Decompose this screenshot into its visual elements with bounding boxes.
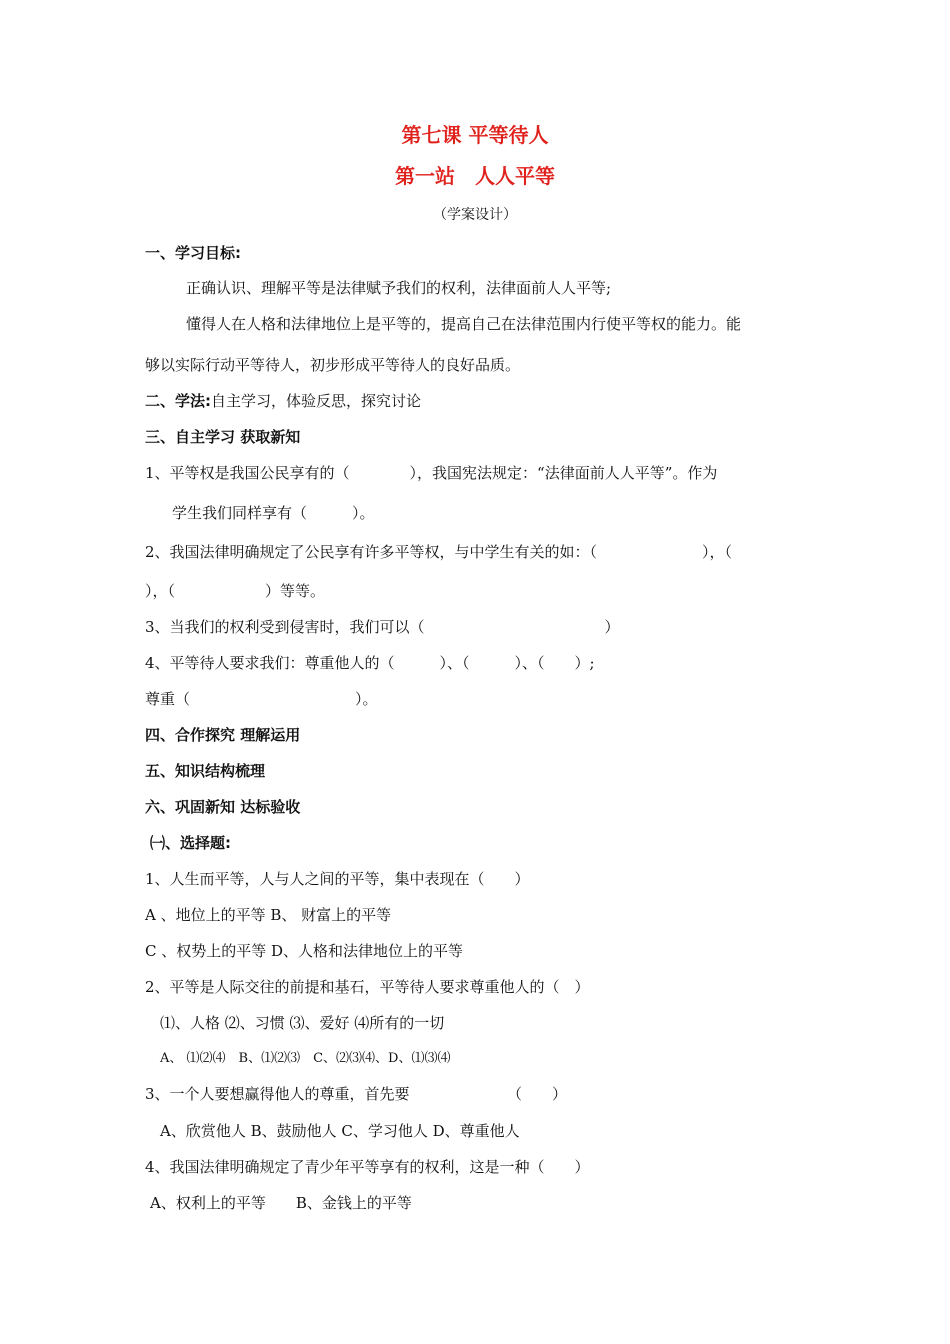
choice-1-options-b: C 、权势上的平等 D、人格和法律地位上的平等 bbox=[145, 942, 464, 960]
choice-question-1: 1、人生而平等，人与人之间的平等，集中表现在（ ） bbox=[145, 870, 530, 888]
question-4a: 4、平等待人要求我们：尊重他人的（ ）、（ ）、（ ）; bbox=[145, 654, 595, 672]
choice-3-options: A、欣赏他人 B、鼓励他人 C、学习他人 D、尊重他人 bbox=[160, 1122, 520, 1140]
question-1a: 1、平等权是我国公民享有的（ ），我国宪法规定：“法律面前人人平等”。作为 bbox=[145, 464, 718, 482]
choice-question-4: 4、我国法律明确规定了青少年平等享有的权利，这是一种（ ） bbox=[145, 1158, 590, 1176]
question-1b: 学生我们同样享有（ ）。 bbox=[172, 504, 375, 522]
section3-heading: 三、自主学习 获取新知 bbox=[145, 428, 301, 446]
section4-heading: 四、合作探究 理解运用 bbox=[145, 726, 301, 744]
goal-paragraph-2a: 懂得人在人格和法律地位上是平等的，提高自己在法律范围内行使平等权的能力。能 bbox=[186, 315, 742, 333]
section2-text: 自主学习，体验反思，探究讨论 bbox=[211, 392, 422, 410]
section5-heading: 五、知识结构梳理 bbox=[145, 762, 266, 780]
choice-2-items: ⑴、人格 ⑵、习惯 ⑶、爱好 ⑷所有的一切 bbox=[160, 1014, 445, 1032]
question-2a: 2、我国法律明确规定了公民享有许多平等权，与中学生有关的如：（ ），（ bbox=[145, 543, 733, 561]
goal-paragraph-2b: 够以实际行动平等待人，初步形成平等待人的良好品质。 bbox=[145, 356, 521, 374]
choice-question-2: 2、平等是人际交往的前提和基石，平等待人要求尊重他人的（ ） bbox=[145, 978, 590, 996]
choice-2-options: A、 ⑴⑵⑷ B、⑴⑵⑶ C、⑵⑶⑷、D、⑴⑶⑷ bbox=[160, 1051, 451, 1066]
section1-heading: 一、学习目标: bbox=[145, 244, 241, 262]
choice-question-3: 3、一个人要想赢得他人的尊重，首先要 （ ） bbox=[145, 1085, 568, 1103]
station-title: 第一站 人人平等 bbox=[395, 164, 555, 188]
question-2b: ），（ ）等等。 bbox=[145, 582, 326, 600]
question-4b: 尊重（ ）。 bbox=[145, 690, 378, 708]
choice-4-options: A、权利上的平等 B、金钱上的平等 bbox=[150, 1194, 412, 1212]
choice-1-options-a: A 、地位上的平等 B、 财富上的平等 bbox=[145, 906, 392, 924]
section6-heading: 六、巩固新知 达标验收 bbox=[145, 798, 301, 816]
section2-line bbox=[145, 391, 421, 411]
design-note: （学案设计） bbox=[433, 207, 517, 223]
choice-subheading: ㈠、选择题: bbox=[150, 834, 231, 852]
lesson-title: 第七课 平等待人 bbox=[401, 123, 549, 147]
question-3: 3、当我们的权利受到侵害时，我们可以（ ） bbox=[145, 618, 620, 636]
goal-paragraph-1: 正确认识、理解平等是法律赋予我们的权利，法律面前人人平等; bbox=[186, 279, 612, 297]
section2-heading: 二、学法: bbox=[145, 392, 211, 410]
